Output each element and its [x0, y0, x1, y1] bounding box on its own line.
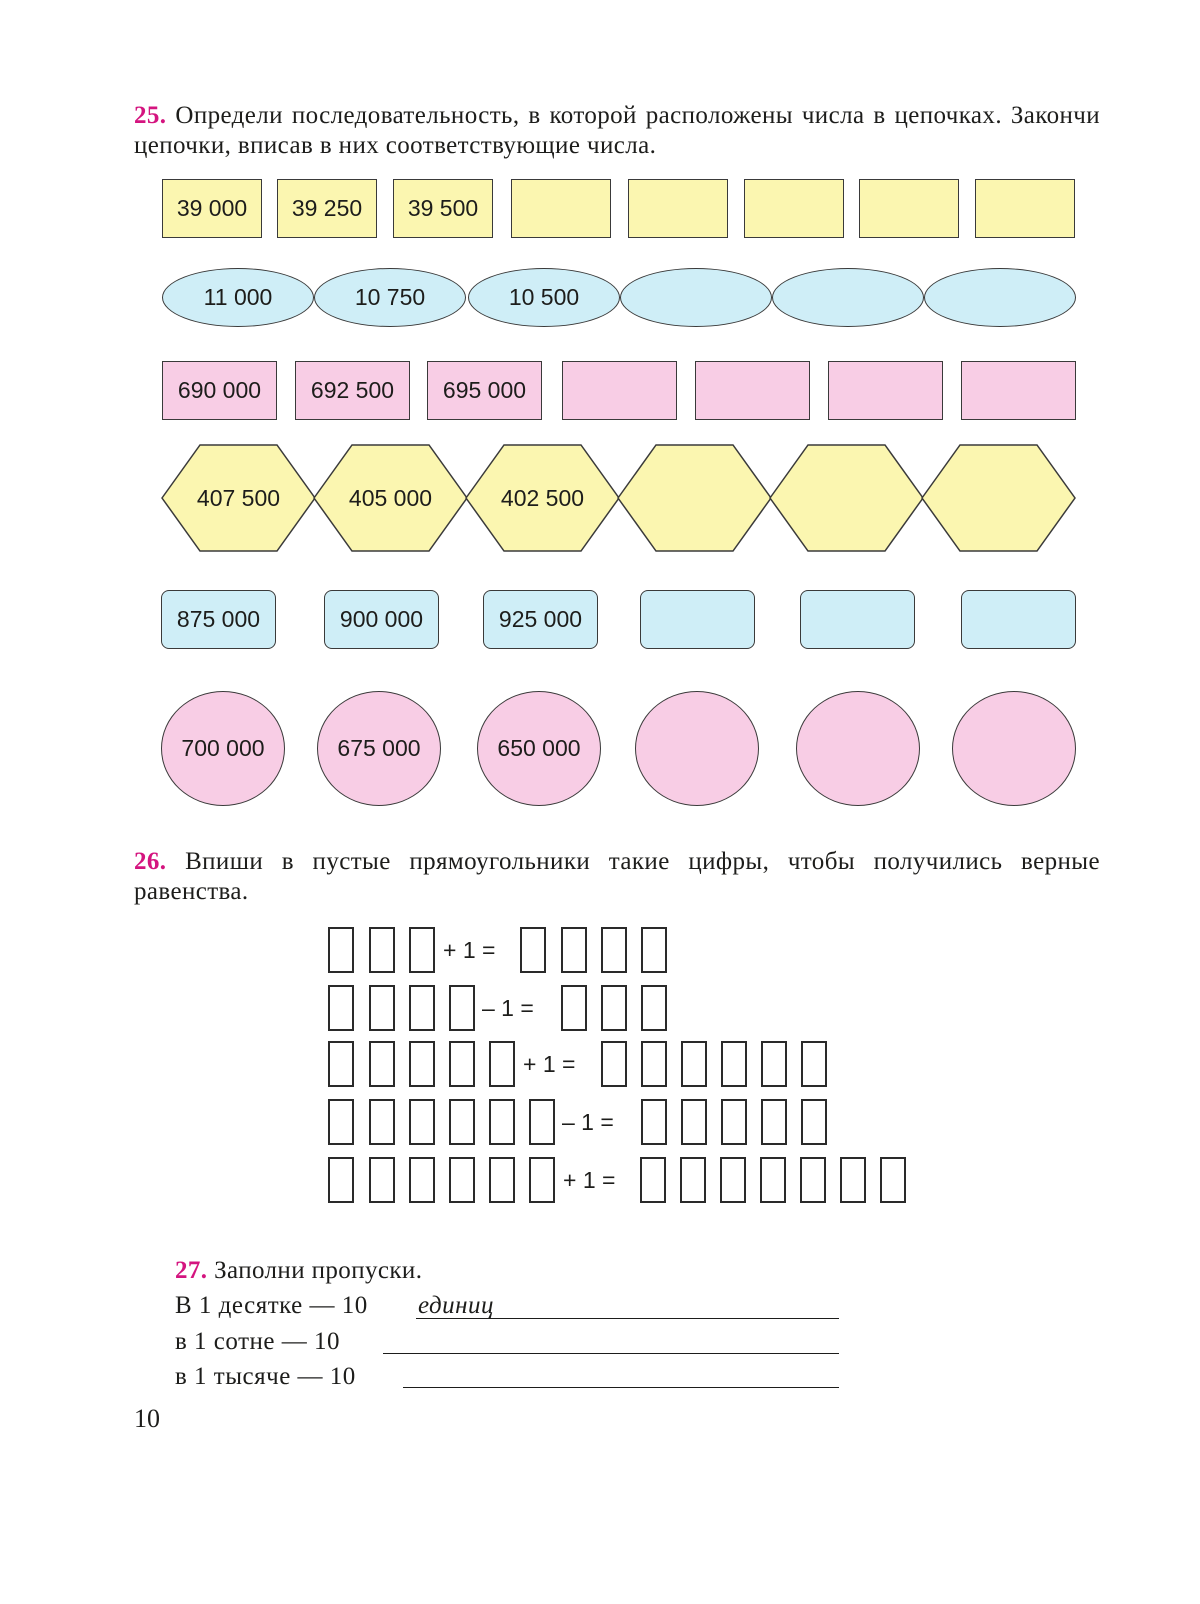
chain-cell-empty[interactable] [620, 268, 772, 327]
chain-cell-empty[interactable] [961, 590, 1076, 649]
digit-box[interactable] [601, 927, 627, 973]
chain-cell[interactable]: 690 000 [162, 361, 277, 420]
task-26-instruction: Впиши в пустые прямоугольники такие цифры, чтобы получились верные равенства. [134, 848, 1100, 905]
chain-cell-empty[interactable] [800, 590, 915, 649]
digit-box[interactable] [369, 985, 395, 1031]
digit-box[interactable] [409, 1157, 435, 1203]
chain-cell[interactable]: 925 000 [483, 590, 598, 649]
chain-cell-empty[interactable] [796, 691, 920, 806]
digit-box[interactable] [801, 1041, 827, 1087]
digit-box[interactable] [561, 985, 587, 1031]
digit-box[interactable] [369, 1041, 395, 1087]
chain-cell-empty[interactable] [695, 361, 810, 420]
equation-operator: – 1 = [482, 995, 534, 1021]
task-26-number: 26. [134, 848, 167, 875]
fill-line [175, 1362, 356, 1392]
chain-cell-value [921, 444, 1076, 552]
digit-box[interactable] [760, 1157, 786, 1203]
fill-line [175, 1327, 340, 1357]
chain-cell[interactable] [313, 444, 468, 552]
chain-cell-empty[interactable] [924, 268, 1076, 327]
digit-box[interactable] [641, 1099, 667, 1145]
fill-line [175, 1291, 368, 1321]
task-27-title: Заполни пропуски. [214, 1257, 423, 1284]
digit-box[interactable] [840, 1157, 866, 1203]
digit-box[interactable] [529, 1157, 555, 1203]
digit-box[interactable] [369, 927, 395, 973]
digit-box[interactable] [761, 1041, 787, 1087]
digit-box[interactable] [801, 1099, 827, 1145]
chain-cell[interactable]: 10 500 [468, 268, 620, 327]
chain-cell-empty[interactable] [859, 179, 959, 238]
task-25-number: 25. [134, 102, 167, 129]
digit-box[interactable] [641, 985, 667, 1031]
chain-cell-empty[interactable] [769, 444, 924, 552]
chain-cell[interactable]: 695 000 [427, 361, 542, 420]
chain-cell[interactable] [465, 444, 620, 552]
digit-box[interactable] [721, 1041, 747, 1087]
digit-box[interactable] [561, 927, 587, 973]
chain-cell[interactable]: 39 000 [162, 179, 262, 238]
chain-cell[interactable]: 650 000 [477, 691, 601, 806]
task-27-heading [175, 1256, 422, 1286]
task-27-number: 27. [175, 1257, 208, 1284]
answer-text: единиц [418, 1292, 495, 1319]
task-25-instruction: Определи последовательность, в которой расположены числа в цепочках. Закончи цепочки, вписав в них соответствующие числа. [134, 102, 1100, 159]
equation-operator: + 1 = [563, 1167, 616, 1193]
digit-box[interactable] [449, 1157, 475, 1203]
chain-cell[interactable]: 11 000 [162, 268, 314, 327]
chain-cell[interactable]: 39 500 [393, 179, 493, 238]
answer-blank[interactable] [383, 1353, 839, 1354]
chain-cell[interactable]: 692 500 [295, 361, 410, 420]
digit-box[interactable] [409, 1099, 435, 1145]
chain-cell-empty[interactable] [772, 268, 924, 327]
chain-cell-empty[interactable] [640, 590, 755, 649]
chain-cell[interactable]: 900 000 [324, 590, 439, 649]
digit-box[interactable] [489, 1099, 515, 1145]
chain-cell-empty[interactable] [744, 179, 844, 238]
digit-box[interactable] [721, 1099, 747, 1145]
chain-cell-empty[interactable] [921, 444, 1076, 552]
digit-box[interactable] [449, 985, 475, 1031]
digit-box[interactable] [328, 927, 354, 973]
answer-blank[interactable] [403, 1387, 839, 1388]
chain-cell-empty[interactable] [961, 361, 1076, 420]
chain-cell[interactable]: 675 000 [317, 691, 441, 806]
fill-line-prefix: в 1 тысяче — 10 [175, 1363, 356, 1390]
digit-box[interactable] [409, 1041, 435, 1087]
digit-box[interactable] [328, 1157, 354, 1203]
digit-box[interactable] [601, 1041, 627, 1087]
page-number: 10 [134, 1404, 160, 1433]
digit-box[interactable] [328, 985, 354, 1031]
chain-cell-value [617, 444, 772, 552]
chain-cell[interactable]: 700 000 [161, 691, 285, 806]
fill-line-prefix: В 1 десятке — 10 [175, 1292, 368, 1319]
digit-box[interactable] [601, 985, 627, 1031]
digit-box[interactable] [641, 927, 667, 973]
digit-box[interactable] [489, 1041, 515, 1087]
chain-cell-value: 405 000 [348, 484, 433, 511]
chain-cell-empty[interactable] [511, 179, 611, 238]
digit-box[interactable] [520, 927, 546, 973]
digit-box[interactable] [880, 1157, 906, 1203]
chain-cell-value [769, 444, 924, 552]
digit-box[interactable] [409, 927, 435, 973]
digit-box[interactable] [680, 1157, 706, 1203]
chain-cell-empty[interactable] [952, 691, 1076, 806]
digit-box[interactable] [449, 1041, 475, 1087]
equation-operator: – 1 = [562, 1109, 614, 1135]
digit-box[interactable] [328, 1099, 354, 1145]
chain-cell[interactable] [161, 444, 316, 552]
chain-cell[interactable]: 10 750 [314, 268, 466, 327]
digit-box[interactable] [720, 1157, 746, 1203]
chain-cell-empty[interactable] [635, 691, 759, 806]
digit-box[interactable] [369, 1157, 395, 1203]
digit-box[interactable] [800, 1157, 826, 1203]
chain-cell-value: 407 500 [196, 484, 281, 511]
chain-cell-empty[interactable] [628, 179, 728, 238]
chain-cell-empty[interactable] [562, 361, 677, 420]
digit-box[interactable] [409, 985, 435, 1031]
digit-box[interactable] [529, 1099, 555, 1145]
equation-operator: + 1 = [523, 1051, 576, 1077]
digit-box[interactable] [328, 1041, 354, 1087]
digit-box[interactable] [489, 1157, 515, 1203]
chain-cell-empty[interactable] [975, 179, 1075, 238]
fill-line-prefix: в 1 сотне — 10 [175, 1328, 340, 1355]
chain-cell[interactable]: 39 250 [277, 179, 377, 238]
digit-box[interactable] [681, 1041, 707, 1087]
equation-operator: + 1 = [443, 937, 496, 963]
chain-cell-value: 402 500 [500, 484, 585, 511]
chain-cell-empty[interactable] [828, 361, 943, 420]
digit-box[interactable] [369, 1099, 395, 1145]
chain-cell-empty[interactable] [617, 444, 772, 552]
digit-box[interactable] [640, 1157, 666, 1203]
task-25-text [134, 101, 1100, 161]
chain-cell[interactable]: 875 000 [161, 590, 276, 649]
task-26-text [134, 847, 1100, 907]
digit-box[interactable] [641, 1041, 667, 1087]
digit-box[interactable] [681, 1099, 707, 1145]
digit-box[interactable] [449, 1099, 475, 1145]
digit-box[interactable] [761, 1099, 787, 1145]
